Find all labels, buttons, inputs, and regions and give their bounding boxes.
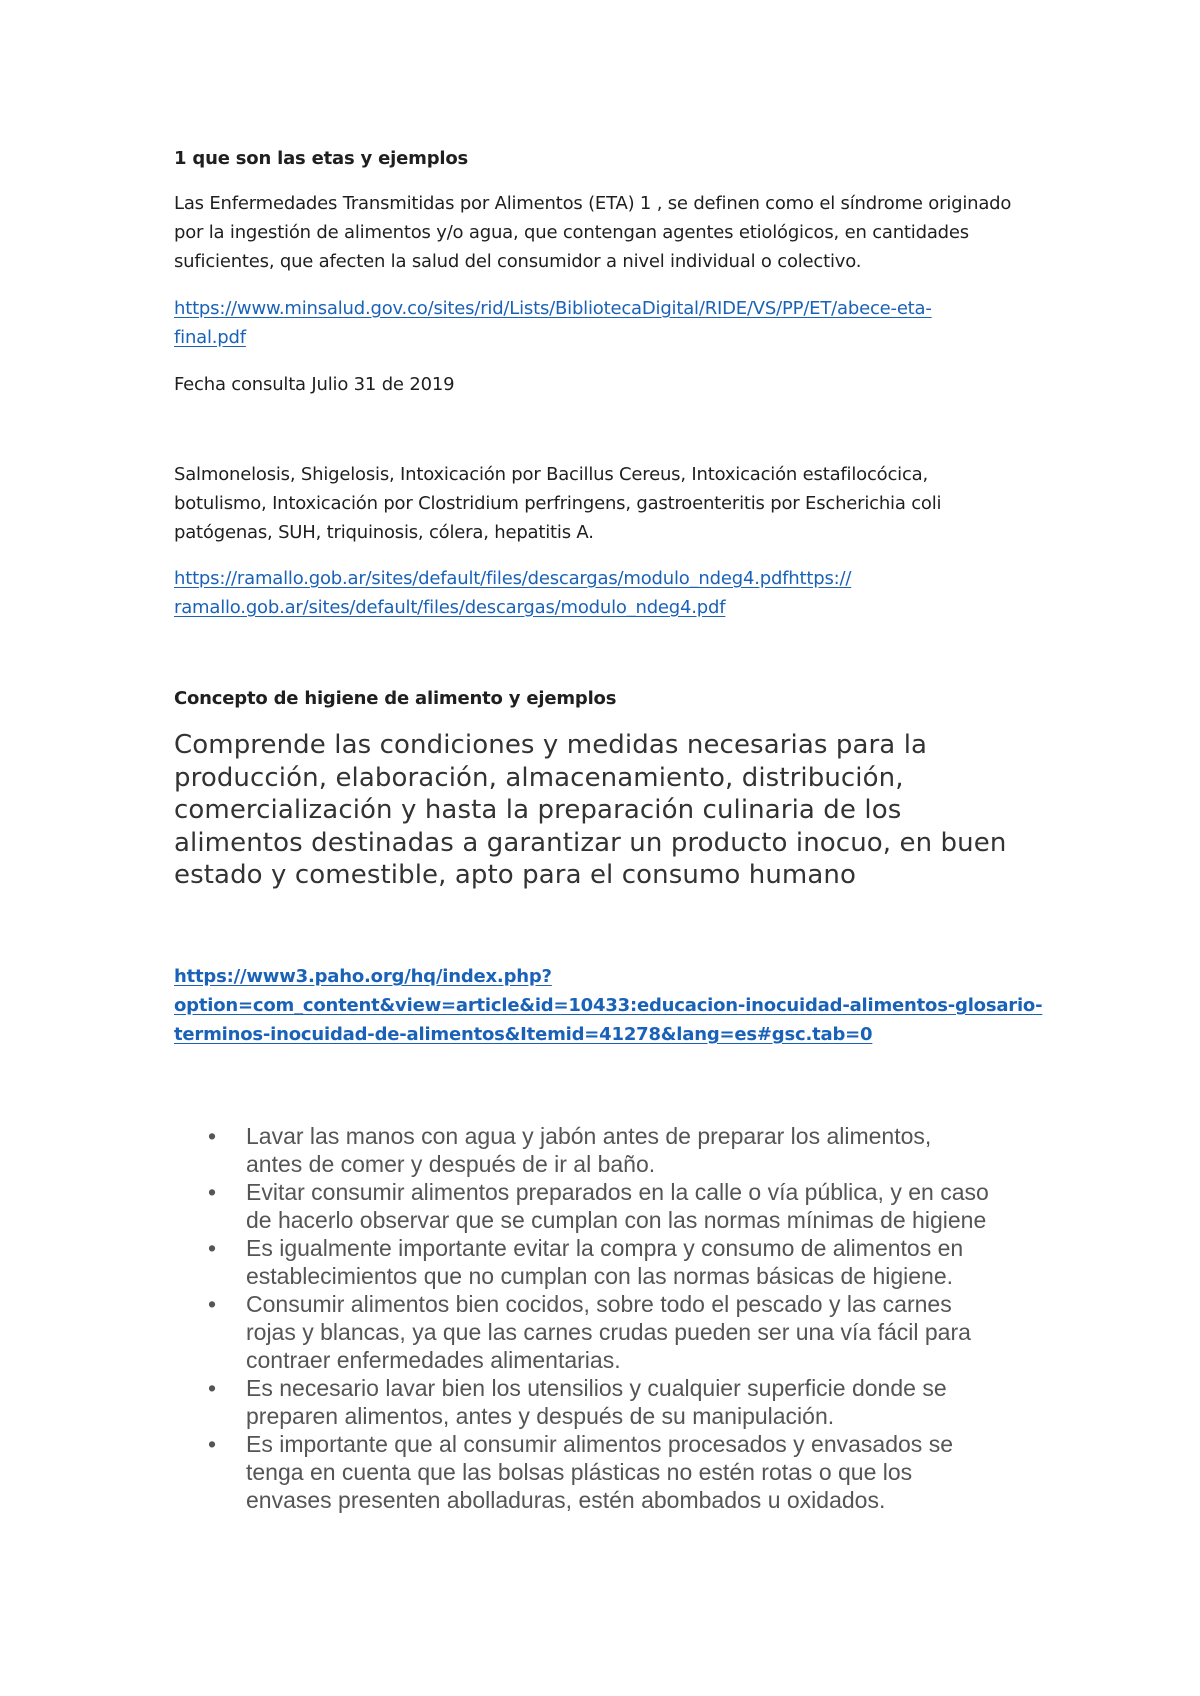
eta-definition-line: suficientes, que afecten la salud del consumidor a nivel individual o colectivo. (174, 251, 862, 272)
ramallo-link-line: ramallo.gob.ar/sites/default/files/descargas/modulo_ndeg4.pdf (174, 597, 726, 618)
list-item-line: Lavar las manos con agua y jabón antes de preparar los alimentos, (246, 1123, 932, 1149)
list-item (204, 1290, 1064, 1374)
bullet-icon: • (208, 1179, 217, 1205)
list-item-line: rojas y blancas, ya que las carnes crudas pueden ser una vía fácil para (246, 1319, 971, 1345)
bullet-icon: • (208, 1235, 217, 1261)
ramallo-link-paragraph (174, 564, 851, 622)
minsalud-link-paragraph (174, 294, 932, 352)
list-item (204, 1430, 1064, 1514)
section-heading-higiene: Concepto de higiene de alimento y ejemplos (174, 688, 617, 709)
bullet-icon: • (208, 1291, 217, 1317)
list-item-line: Es importante que al consumir alimentos procesados y envasados se (246, 1431, 953, 1457)
paho-link[interactable] (174, 966, 1042, 1045)
section-heading-etas: 1 que son las etas y ejemplos (174, 148, 469, 169)
bullet-icon: • (208, 1431, 217, 1457)
higiene-concept-line: estado y comestible, apto para el consumo humano (174, 860, 856, 890)
list-item-line: antes de comer y después de ir al baño. (246, 1151, 656, 1177)
list-item-line: contraer enfermedades alimentarias. (246, 1347, 621, 1373)
ramallo-link[interactable] (174, 568, 851, 618)
list-item-line: preparen alimentos, antes y después de su manipulación. (246, 1403, 835, 1429)
hygiene-tips-list (204, 1122, 1064, 1514)
list-item-line: Evitar consumir alimentos preparados en la calle o vía pública, y en caso (246, 1179, 989, 1205)
higiene-concept-line: comercialización y hasta la preparación culinaria de los (174, 795, 902, 825)
eta-examples (174, 460, 941, 547)
eta-definition-line: por la ingestión de alimentos y/o agua, que contengan agentes etiológicos, en cantidades (174, 222, 969, 243)
higiene-concept (174, 729, 1006, 892)
consult-date: Fecha consulta Julio 31 de 2019 (174, 374, 455, 395)
paho-link-line: https://www3.paho.org/hq/index.php? (174, 966, 552, 987)
list-item-line: envases presenten abolladuras, estén abombados u oxidados. (246, 1487, 886, 1513)
list-item-line: Consumir alimentos bien cocidos, sobre todo el pescado y las carnes (246, 1291, 952, 1317)
higiene-concept-line: Comprende las condiciones y medidas necesarias para la (174, 730, 928, 760)
list-item (204, 1374, 1064, 1430)
list-item (204, 1122, 1064, 1178)
list-item-line: Es necesario lavar bien los utensilios y cualquier superficie donde se (246, 1375, 947, 1401)
eta-examples-line: botulismo, Intoxicación por Clostridium perfringens, gastroenteritis por Escherichia coli (174, 493, 942, 514)
minsalud-link-line: https://www.minsalud.gov.co/sites/rid/Lists/BibliotecaDigital/RIDE/VS/PP/ET/abece-eta- (174, 298, 932, 319)
list-item-line: de hacerlo observar que se cumplan con las normas mínimas de higiene (246, 1207, 987, 1233)
list-item (204, 1178, 1064, 1234)
paho-link-line: terminos-inocuidad-de-alimentos&Itemid=41278&lang=es#gsc.tab=0 (174, 1024, 873, 1045)
bullet-icon: • (208, 1123, 217, 1149)
higiene-concept-line: alimentos destinadas a garantizar un producto inocuo, en buen (174, 827, 1007, 858)
list-item (204, 1234, 1064, 1290)
list-item-line: establecimientos que no cumplan con las normas básicas de higiene. (246, 1263, 954, 1289)
eta-definition-line: Las Enfermedades Transmitidas por Alimentos (ETA) 1 , se definen como el síndrome originado (174, 193, 1012, 214)
list-item-line: Es igualmente importante evitar la compra y consumo de alimentos en (246, 1235, 964, 1261)
ramallo-link-line: https://ramallo.gob.ar/sites/default/files/descargas/modulo_ndeg4.pdfhttps:// (174, 568, 852, 589)
paho-link-paragraph (174, 962, 1042, 1049)
eta-definition (174, 189, 1011, 276)
higiene-concept-line: producción, elaboración, almacenamiento, distribución, (174, 762, 904, 793)
minsalud-link-line: final.pdf (174, 327, 246, 348)
eta-examples-line: patógenas, SUH, triquinosis, cólera, hepatitis A. (174, 522, 594, 543)
eta-examples-line: Salmonelosis, Shigelosis, Intoxicación por Bacillus Cereus, Intoxicación estafilocócica, (174, 464, 929, 485)
bullet-icon: • (208, 1375, 217, 1401)
list-item-line: tenga en cuenta que las bolsas plásticas no estén rotas o que los (246, 1459, 913, 1485)
minsalud-link[interactable] (174, 298, 932, 348)
paho-link-line: option=com_content&view=article&id=10433:educacion-inocuidad-alimentos-glosario- (174, 995, 1043, 1016)
